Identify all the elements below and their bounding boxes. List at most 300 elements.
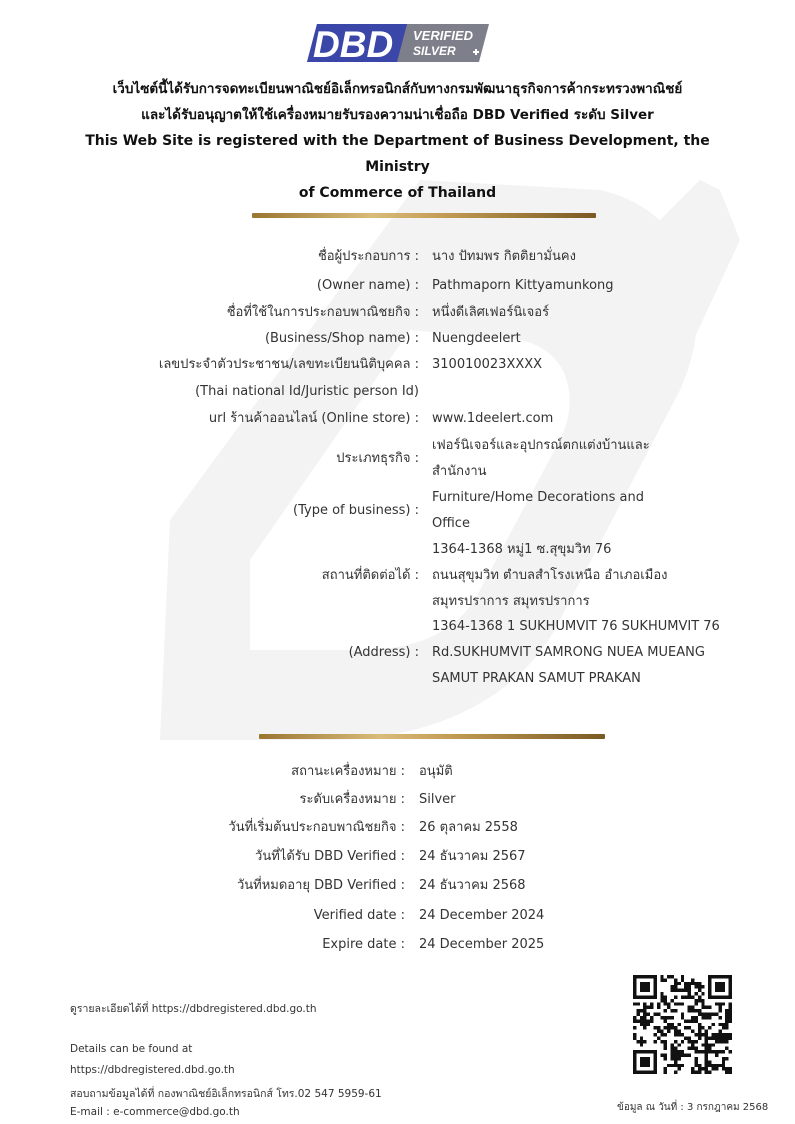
qr-module [712,1033,715,1036]
qr-module [664,1016,667,1019]
qr-module [671,999,674,1002]
qr-module [674,1050,677,1053]
qr-module [653,1013,656,1016]
qr-module [671,1043,674,1046]
qr-module [694,982,697,985]
qr-module [705,1050,708,1053]
qr-module [664,1019,667,1022]
qr-module [671,1026,674,1029]
qr-module [691,1030,694,1033]
qr-module [698,1033,701,1036]
address-value-en-line-3: SAMUT PRAKAN SAMUT PRAKAN [432,671,641,686]
qr-module [698,985,701,988]
url-label: url ร้านค้าออนไลน์ (Online store) : [208,411,419,426]
qr-module [674,1071,677,1074]
qr-module [667,1064,670,1067]
qr-module [698,1009,701,1012]
qr-module [694,1019,697,1022]
qr-module [722,1060,725,1063]
qr-module [674,985,677,988]
qr-module [674,1060,677,1063]
qr-module [688,1054,691,1057]
qr-module [643,1013,646,1016]
qr-module [688,995,691,998]
qr-module [664,995,667,998]
qr-module [705,1047,708,1050]
expire-date-th-value: 24 ธันวาคม 2568 [419,878,526,893]
footer-email[interactable]: E-mail : e-commerce@dbd.go.th [70,1106,240,1118]
qr-module [694,992,697,995]
qr-module [701,1043,704,1046]
received-date-label: วันที่ได้รับ DBD Verified : [255,849,405,864]
address-label-th: สถานที่ติดต่อได้ : [321,568,419,583]
qr-module [701,1026,704,1029]
qr-module [681,995,684,998]
footer-details-en: Details can be found at [70,1043,193,1055]
qr-module [636,1002,639,1005]
qr-module [725,1067,728,1070]
qr-module [684,1026,687,1029]
qr-module [718,1009,721,1012]
qr-module [729,1071,732,1074]
qr-module [694,1071,697,1074]
qr-module [664,1002,667,1005]
qr-module [643,1040,646,1043]
qr-module [698,1013,701,1016]
type-value-en-line-1: Furniture/Home Decorations and [432,490,644,505]
qr-module [715,1002,718,1005]
qr-module [729,1036,732,1039]
qr-module [674,1033,677,1036]
qr-module [660,1016,663,1019]
qr-code[interactable] [633,975,732,1074]
qr-module [715,1040,718,1043]
dbd-verified-silver-logo [303,22,493,64]
online-store-link[interactable]: www.1deelert.com [432,411,554,426]
qr-finder-inner [640,982,650,992]
id-value: 310010023XXXX [432,357,543,372]
qr-module [712,1023,715,1026]
qr-module [674,1009,677,1012]
qr-module [691,1009,694,1012]
header-en-line-2: of Commerce of Thailand [298,185,497,201]
qr-module [705,1030,708,1033]
qr-module [701,992,704,995]
qr-module [722,1026,725,1029]
qr-module [708,1016,711,1019]
qr-module [681,1016,684,1019]
qr-module [729,1009,732,1012]
qr-module [708,1047,711,1050]
qr-module [633,1033,636,1036]
qr-module [718,1006,721,1009]
qr-module [640,1023,643,1026]
qr-module [633,1026,636,1029]
qr-module [698,1023,701,1026]
shop-value-th: หนึ่งดีเลิศเฟอร์นิเจอร์ [432,305,550,320]
qr-module [657,1002,660,1005]
certificate-header [60,76,735,206]
qr-module [660,975,663,978]
qr-module [674,1040,677,1043]
qr-module [705,1036,708,1039]
qr-module [725,1033,728,1036]
qr-module [684,995,687,998]
qr-module [698,982,701,985]
qr-module [729,1002,732,1005]
qr-module [664,1071,667,1074]
qr-module [688,1047,691,1050]
qr-module [671,1064,674,1067]
qr-module [698,1050,701,1053]
qr-module [705,1006,708,1009]
qr-module [725,1036,728,1039]
shop-label-th: ชื่อที่ใช้ในการประกอบพาณิชยกิจ : [226,305,419,320]
qr-module [674,1057,677,1060]
qr-module [681,975,684,978]
qr-module [701,1067,704,1070]
qr-module [715,1036,718,1039]
qr-module [643,1016,646,1019]
qr-module [671,985,674,988]
qr-module [722,1002,725,1005]
qr-module [725,1047,728,1050]
qr-module [722,1067,725,1070]
qr-module [643,1006,646,1009]
qr-module [708,1043,711,1046]
qr-module [684,1019,687,1022]
qr-module [660,978,663,981]
qr-module [691,1067,694,1070]
qr-module [712,1050,715,1053]
qr-module [705,1033,708,1036]
qr-module [633,1036,636,1039]
header-th-line-1: เว็บไซต์นี้ได้รับการจดทะเบียนพาณิชย์อิเล็กทรอนิกส์กับทางกรมพัฒนาธุรกิจการค้ากระทรวงพาณิชย์ [112,81,683,97]
qr-module [712,1036,715,1039]
qr-module [684,1054,687,1057]
footer-details-th: ดูรายละเอียดได้ที่ https://dbdregistered.dbd.go.th [70,1003,317,1015]
qr-module [694,1016,697,1019]
footer-contact: สอบถามข้อมูลได้ที่ กองพาณิชย์อิเล็กทรอนิกส์ โทร.02 547 5959-61 [70,1088,382,1100]
qr-module [715,1054,718,1057]
qr-module [698,1030,701,1033]
qr-module [633,1002,636,1005]
address-value-th-line-3: สมุทรปราการ สมุทรปราการ [432,594,590,609]
qr-module [667,1026,670,1029]
qr-module [681,1050,684,1053]
qr-module [643,1023,646,1026]
qr-module [664,1009,667,1012]
qr-module [674,1047,677,1050]
qr-module [688,1026,691,1029]
qr-module [640,1009,643,1012]
qr-module [708,1050,711,1053]
header-th-line-2: และได้รับอนุญาตให้ใช้เครื่องหมายรับรองความน่าเชื่อถือ DBD Verified ระดับ Silver [141,107,654,123]
qr-module [688,1036,691,1039]
qr-module [694,1050,697,1053]
qr-module [681,1002,684,1005]
type-value-th-line-2: สำนักงาน [432,464,487,479]
qr-module [688,989,691,992]
qr-module [698,989,701,992]
qr-module [701,1016,704,1019]
qr-module [694,1060,697,1063]
qr-module [725,1040,728,1043]
qr-module [674,978,677,981]
qr-module [722,1040,725,1043]
qr-finder-inner [640,1057,650,1067]
expire-date-label: Expire date : [322,937,405,952]
qr-module [681,1013,684,1016]
qr-module [674,1030,677,1033]
qr-module [667,1006,670,1009]
qr-module [664,1040,667,1043]
qr-module [694,999,697,1002]
qr-module [671,1050,674,1053]
qr-module [633,1016,636,1019]
qr-module [660,999,663,1002]
qr-module [725,1023,728,1026]
qr-module [691,978,694,981]
qr-module [725,1071,728,1074]
qr-module [718,1002,721,1005]
qr-module [681,989,684,992]
qr-module [684,989,687,992]
qr-module [660,1030,663,1033]
qr-module [657,1036,660,1039]
qr-module [708,1036,711,1039]
qr-module [660,1033,663,1036]
qr-module [657,1006,660,1009]
qr-module [691,1019,694,1022]
qr-module [705,1071,708,1074]
qr-module [667,1030,670,1033]
qr-module [650,1019,653,1022]
qr-module [636,1040,639,1043]
gold-divider-top [252,213,596,218]
logo-silver-text: SILVER [413,44,456,58]
qr-module [694,1009,697,1012]
qr-module [664,978,667,981]
qr-module [653,1026,656,1029]
qr-module [633,1019,636,1022]
qr-module [674,989,677,992]
logo-main-text: DBD [313,24,394,64]
qr-module [684,985,687,988]
qr-module [694,985,697,988]
qr-module [681,1054,684,1057]
expire-date-th-label: วันที่หมดอายุ DBD Verified : [236,878,405,893]
qr-module [698,1036,701,1039]
data-as-of-date: ข้อมูล ณ วันที่ : 3 กรกฎาคม 2568 [617,1102,769,1113]
qr-module [647,1006,650,1009]
qr-module [705,1064,708,1067]
start-date-value: 26 ตุลาคม 2558 [419,820,518,835]
qr-module [677,1057,680,1060]
qr-module [684,1036,687,1039]
qr-module [650,1016,653,1019]
qr-module [677,982,680,985]
qr-module [698,1026,701,1029]
qr-module [671,1023,674,1026]
qr-module [708,1064,711,1067]
qr-module [650,1002,653,1005]
qr-module [698,1071,701,1074]
qr-module [701,985,704,988]
qr-module [725,1009,728,1012]
qr-module [647,1023,650,1026]
qr-module [718,1040,721,1043]
qr-module [643,1019,646,1022]
qr-module [664,1047,667,1050]
qr-module [688,1040,691,1043]
qr-module [664,1057,667,1060]
qr-module [701,999,704,1002]
qr-module [664,1054,667,1057]
qr-module [636,1019,639,1022]
qr-module [705,1043,708,1046]
qr-module [708,1013,711,1016]
qr-module [677,989,680,992]
mark-level-label: ระดับเครื่องหมาย : [299,792,405,807]
qr-finder-inner [715,982,725,992]
qr-module [677,1050,680,1053]
qr-module [681,978,684,981]
qr-module [705,1060,708,1063]
qr-module [708,1060,711,1063]
qr-module [705,1054,708,1057]
qr-module [636,1009,639,1012]
logo-verified-text: VERIFIED [413,28,473,43]
qr-module [712,1067,715,1070]
qr-module [715,1067,718,1070]
qr-module [705,1016,708,1019]
qr-module [701,1033,704,1036]
qr-module [729,1067,732,1070]
qr-module [640,1036,643,1039]
qr-module [718,1064,721,1067]
qr-module [705,1040,708,1043]
qr-module [664,1033,667,1036]
qr-module [677,1054,680,1057]
qr-module [643,1002,646,1005]
qr-module [636,1013,639,1016]
address-label-en: (Address) : [348,645,419,660]
type-label-en: (Type of business) : [293,503,419,518]
qr-module [664,1067,667,1070]
owner-value-th: นาง ปัทมพร กิตติยามั่นคง [432,249,576,264]
qr-module [657,1013,660,1016]
qr-module [664,999,667,1002]
qr-module [712,1064,715,1067]
qr-module [694,1033,697,1036]
qr-module [691,995,694,998]
qr-module [660,1040,663,1043]
owner-value-en: Pathmaporn Kittyamunkong [432,278,614,293]
verified-date-value: 24 December 2024 [419,908,545,923]
qr-module [722,1036,725,1039]
id-label-en: (Thai national Id/Juristic person Id) [195,384,419,399]
qr-module [674,995,677,998]
qr-module [698,995,701,998]
type-value-th-line-1: เฟอร์นิเจอร์และอุปกรณ์ตกแต่งบ้านและ [432,438,650,453]
qr-module [694,1064,697,1067]
verified-date-label: Verified date : [313,908,405,923]
qr-module [677,1067,680,1070]
qr-module [705,1057,708,1060]
qr-module [725,1019,728,1022]
qr-module [722,1064,725,1067]
qr-module [677,1002,680,1005]
qr-module [677,1043,680,1046]
qr-module [681,1040,684,1043]
qr-module [718,1033,721,1036]
qr-module [671,1009,674,1012]
address-value-th-line-1: 1364-1368 หมู่1 ซ.สุขุมวิท 76 [432,542,612,557]
qr-module [718,1030,721,1033]
qr-module [688,982,691,985]
qr-module [691,1043,694,1046]
qr-module [671,975,674,978]
qr-module [722,1023,725,1026]
expire-date-value: 24 December 2025 [419,937,545,952]
qr-module [722,1050,725,1053]
qr-module [701,1013,704,1016]
qr-module [691,1040,694,1043]
qr-module [694,1040,697,1043]
qr-module [677,1023,680,1026]
qr-module [677,1064,680,1067]
owner-label-en: (Owner name) : [316,278,419,293]
qr-module [691,1047,694,1050]
qr-module [708,1026,711,1029]
qr-module [677,1033,680,1036]
qr-module [667,1002,670,1005]
qr-module [729,1050,732,1053]
qr-module [674,982,677,985]
qr-module [722,1033,725,1036]
qr-module [715,1033,718,1036]
gold-divider-middle [259,734,605,739]
qr-module [694,1002,697,1005]
qr-module [643,1009,646,1012]
qr-module [729,1019,732,1022]
mark-level-value: Silver [419,792,456,807]
qr-module [640,1016,643,1019]
qr-module [691,982,694,985]
qr-module [671,1047,674,1050]
qr-module [722,1057,725,1060]
id-label-th: เลขประจำตัวประชาชน/เลขทะเบียนนิติบุคคล : [158,357,419,372]
qr-module [640,1040,643,1043]
qr-module [674,1026,677,1029]
qr-module [715,1013,718,1016]
qr-module [715,1050,718,1053]
qr-module [694,1047,697,1050]
qr-module [667,1023,670,1026]
footer-details-url[interactable]: https://dbdregistered.dbd.go.th [70,1064,235,1076]
qr-module [688,992,691,995]
qr-module [698,1064,701,1067]
qr-module [712,1043,715,1046]
qr-module [671,989,674,992]
qr-module [701,1002,704,1005]
qr-module [660,1054,663,1057]
qr-module [718,1016,721,1019]
qr-module [691,1016,694,1019]
shop-value-en: Nuengdeelert [432,331,521,346]
qr-module [708,1071,711,1074]
